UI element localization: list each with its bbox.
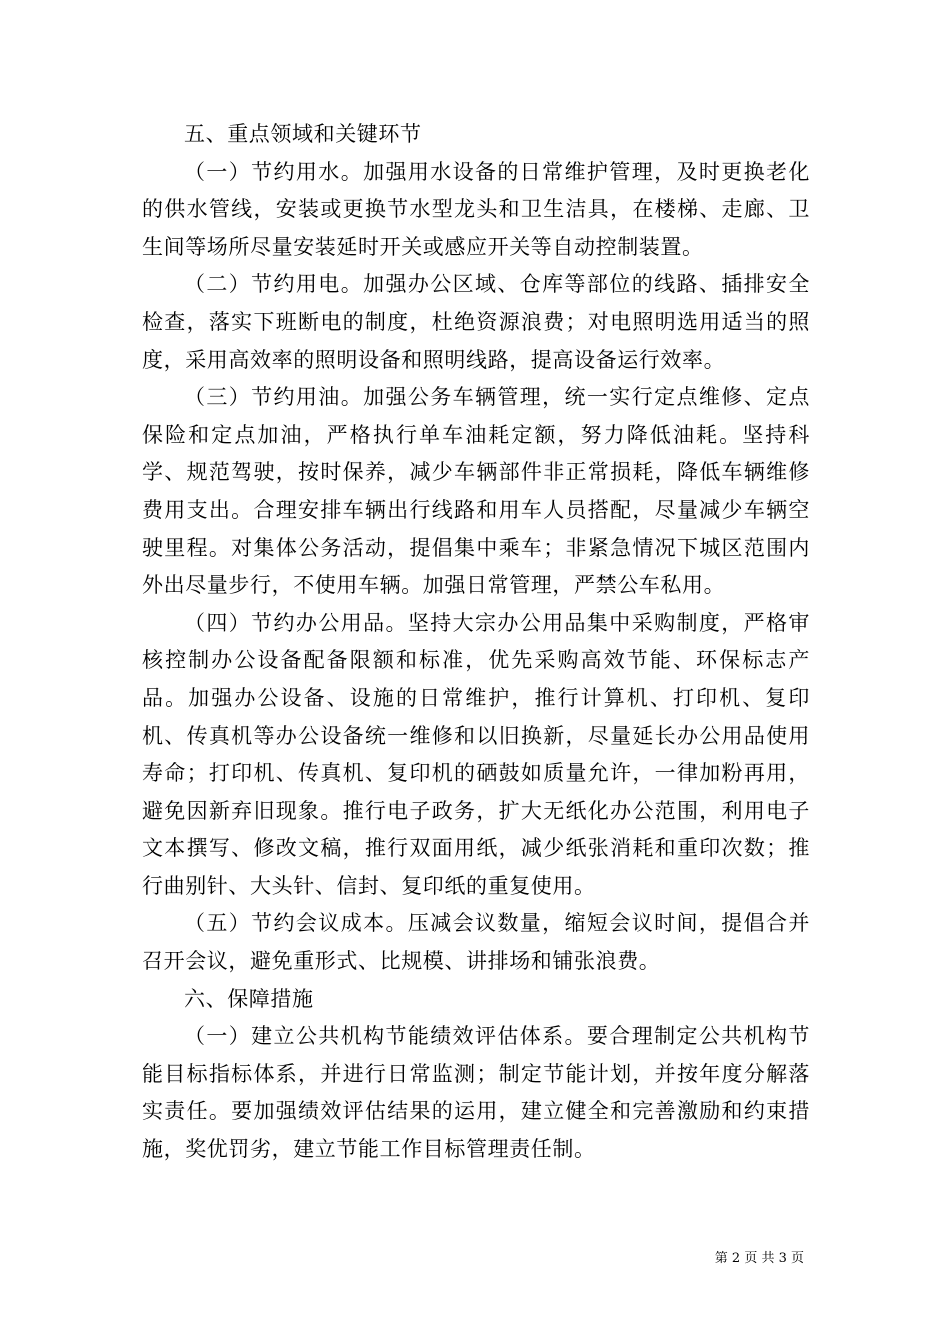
page-number: 第 2 页 共 3 页 <box>714 1251 804 1266</box>
document-body <box>142 116 810 1169</box>
paragraph-performance-evaluation: （一）建立公共机构节能绩效评估体系。要合理制定公共机构节能目标指标体系，并进行日常监测；制定节能计划，并按年度分解落实责任。要加强绩效评估结果的运用，建立健全和完善激励和约束措施，奖优罚劣，建立节能工作目标管理责任制。 <box>142 1024 810 1162</box>
paragraph-save-electricity: （二）节约用电。加强办公区域、仓库等部位的线路、插排安全检查，落实下班断电的制度，杜绝资源浪费；对电照明选用适当的照度，采用高效率的照明设备和照明线路，提高设备运行效率。 <box>142 272 810 372</box>
paragraph-save-fuel: （三）节约用油。加强公务车辆管理，统一实行定点维修、定点保险和定点加油，严格执行单车油耗定额，努力降低油耗。坚持科学、规范驾驶，按时保养，减少车辆部件非正常损耗，降低车辆维修费用支出。合理安排车辆出行线路和用车人员搭配，尽量减少车辆空驶里程。对集体公务活动，提倡集中乘车；非紧急情况下城区范围内外出尽量步行，不使用车辆。加强日常管理，严禁公车私用。 <box>142 385 810 598</box>
paragraph-save-water: （一）节约用水。加强用水设备的日常维护管理，及时更换老化的供水管线，安装或更换节水型龙头和卫生洁具，在楼梯、走廊、卫生间等场所尽量安装延时开关或感应开关等自动控制装置。 <box>142 159 810 259</box>
paragraph-save-office-supplies: （四）节约办公用品。坚持大宗办公用品集中采购制度，严格审核控制办公设备配备限额和标准，优先采购高效节能、环保标志产品。加强办公设备、设施的日常维护，推行计算机、打印机、复印机、传真机等办公设备统一维修和以旧换新，尽量延长办公用品使用寿命；打印机、传真机、复印机的硒鼓如质量允许，一律加粉再用，避免因新弃旧现象。推行电子政务，扩大无纸化办公范围，利用电子文本撰写、修改文稿，推行双面用纸，减少纸张消耗和重印次数；推行曲别针、大头针、信封、复印纸的重复使用。 <box>142 610 810 898</box>
section-heading-key-areas: 五、重点领域和关键环节 <box>184 122 422 146</box>
section-heading-safeguards: 六、保障措施 <box>184 986 314 1011</box>
paragraph-save-meeting-costs: （五）节约会议成本。压减会议数量，缩短会议时间，提倡合并召开会议，避免重形式、比规模、讲排场和铺张浪费。 <box>142 911 810 974</box>
